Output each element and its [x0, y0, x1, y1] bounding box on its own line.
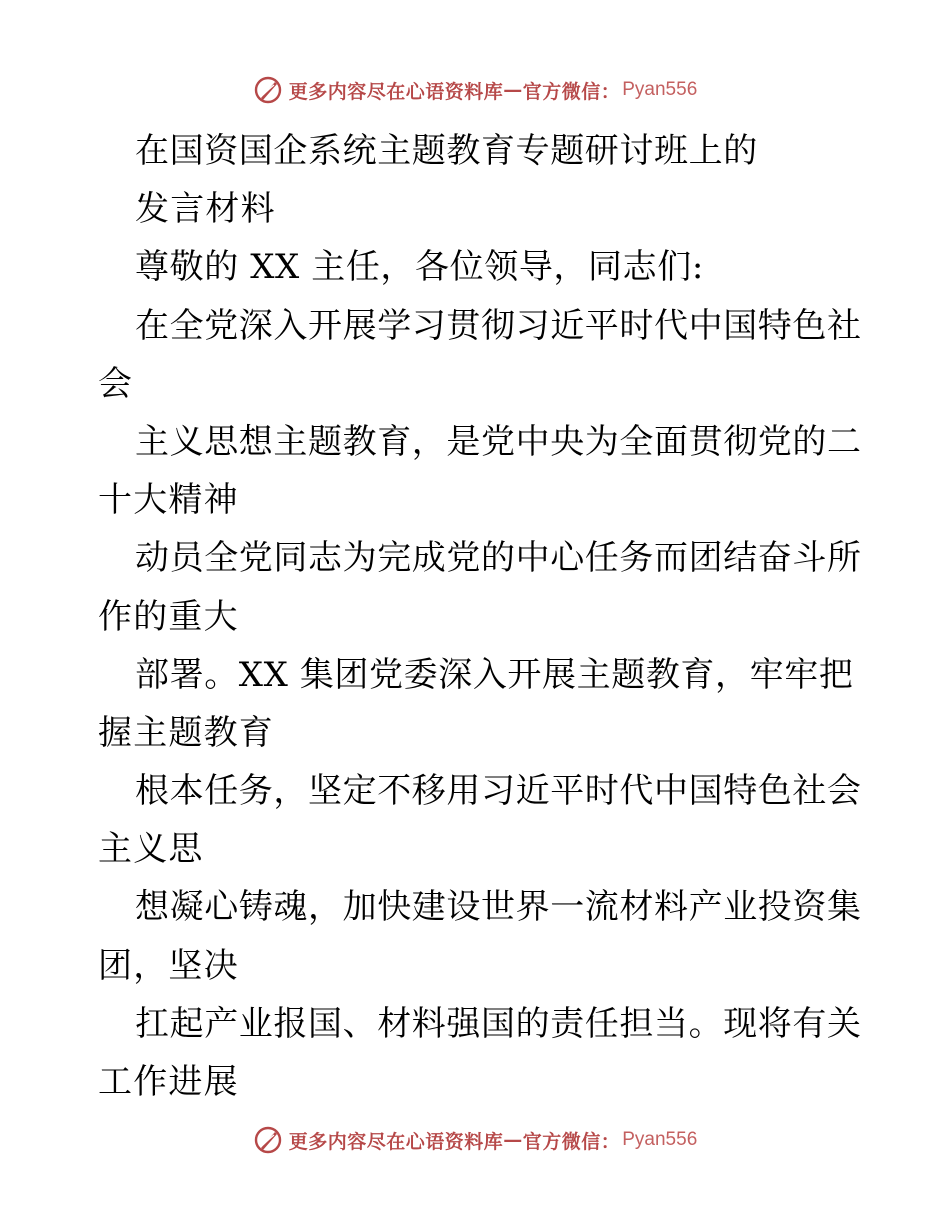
- salutation-line: 尊敬的 XX 主任，各位领导，同志们:: [135, 247, 704, 288]
- footer-brand-text: 更多内容尽在心语资料库: [288, 1130, 504, 1153]
- quill-logo-icon: [253, 75, 283, 105]
- body-line: 团，坚决: [98, 945, 239, 986]
- header-banner: [0, 70, 950, 110]
- header-separator: —: [503, 79, 523, 101]
- body-line: 工作进展: [98, 1062, 239, 1102]
- body-line: 在全党深入开展学习贯彻习近平时代中国特色社: [135, 305, 862, 346]
- quill-logo-icon: [253, 1125, 283, 1155]
- header-brand-text: 更多内容尽在心语资料库: [288, 80, 504, 103]
- footer-separator: —: [503, 1129, 523, 1151]
- body-line: 作的重大: [98, 596, 239, 637]
- body-line: 动员全党同志为完成党的中心任务而团结奋斗所: [135, 538, 862, 579]
- document-body: [98, 122, 862, 1111]
- body-line: 主义思想主题教育，是党中央为全面贯彻党的二: [135, 421, 862, 462]
- body-line: 部署。XX 集团党委深入开展主题教育，牢牢把: [135, 654, 854, 695]
- footer-contact-label: 官方微信：: [522, 1130, 621, 1153]
- body-line: 十大精神: [98, 480, 239, 521]
- body-line: 主义思: [98, 829, 204, 870]
- footer-contact-id: Pyan556: [622, 1129, 698, 1150]
- title-line-2: 发言材料: [135, 189, 276, 230]
- title-line-1: 在国资国企系统主题教育专题研讨班上的: [135, 131, 758, 171]
- header-contact-id: Pyan556: [622, 79, 698, 100]
- body-line: 握主题教育: [98, 712, 274, 753]
- body-line: 想凝心铸魂，加快建设世界一流材料产业投资集: [135, 887, 862, 928]
- header-contact-label: 官方微信：: [522, 80, 621, 103]
- footer-banner: [0, 1120, 950, 1160]
- body-line: 根本任务，坚定不移用习近平时代中国特色社会: [135, 771, 862, 812]
- body-line: 扛起产业报国、材料强国的责任担当。现将有关: [135, 1003, 862, 1044]
- body-line: 会: [98, 363, 134, 404]
